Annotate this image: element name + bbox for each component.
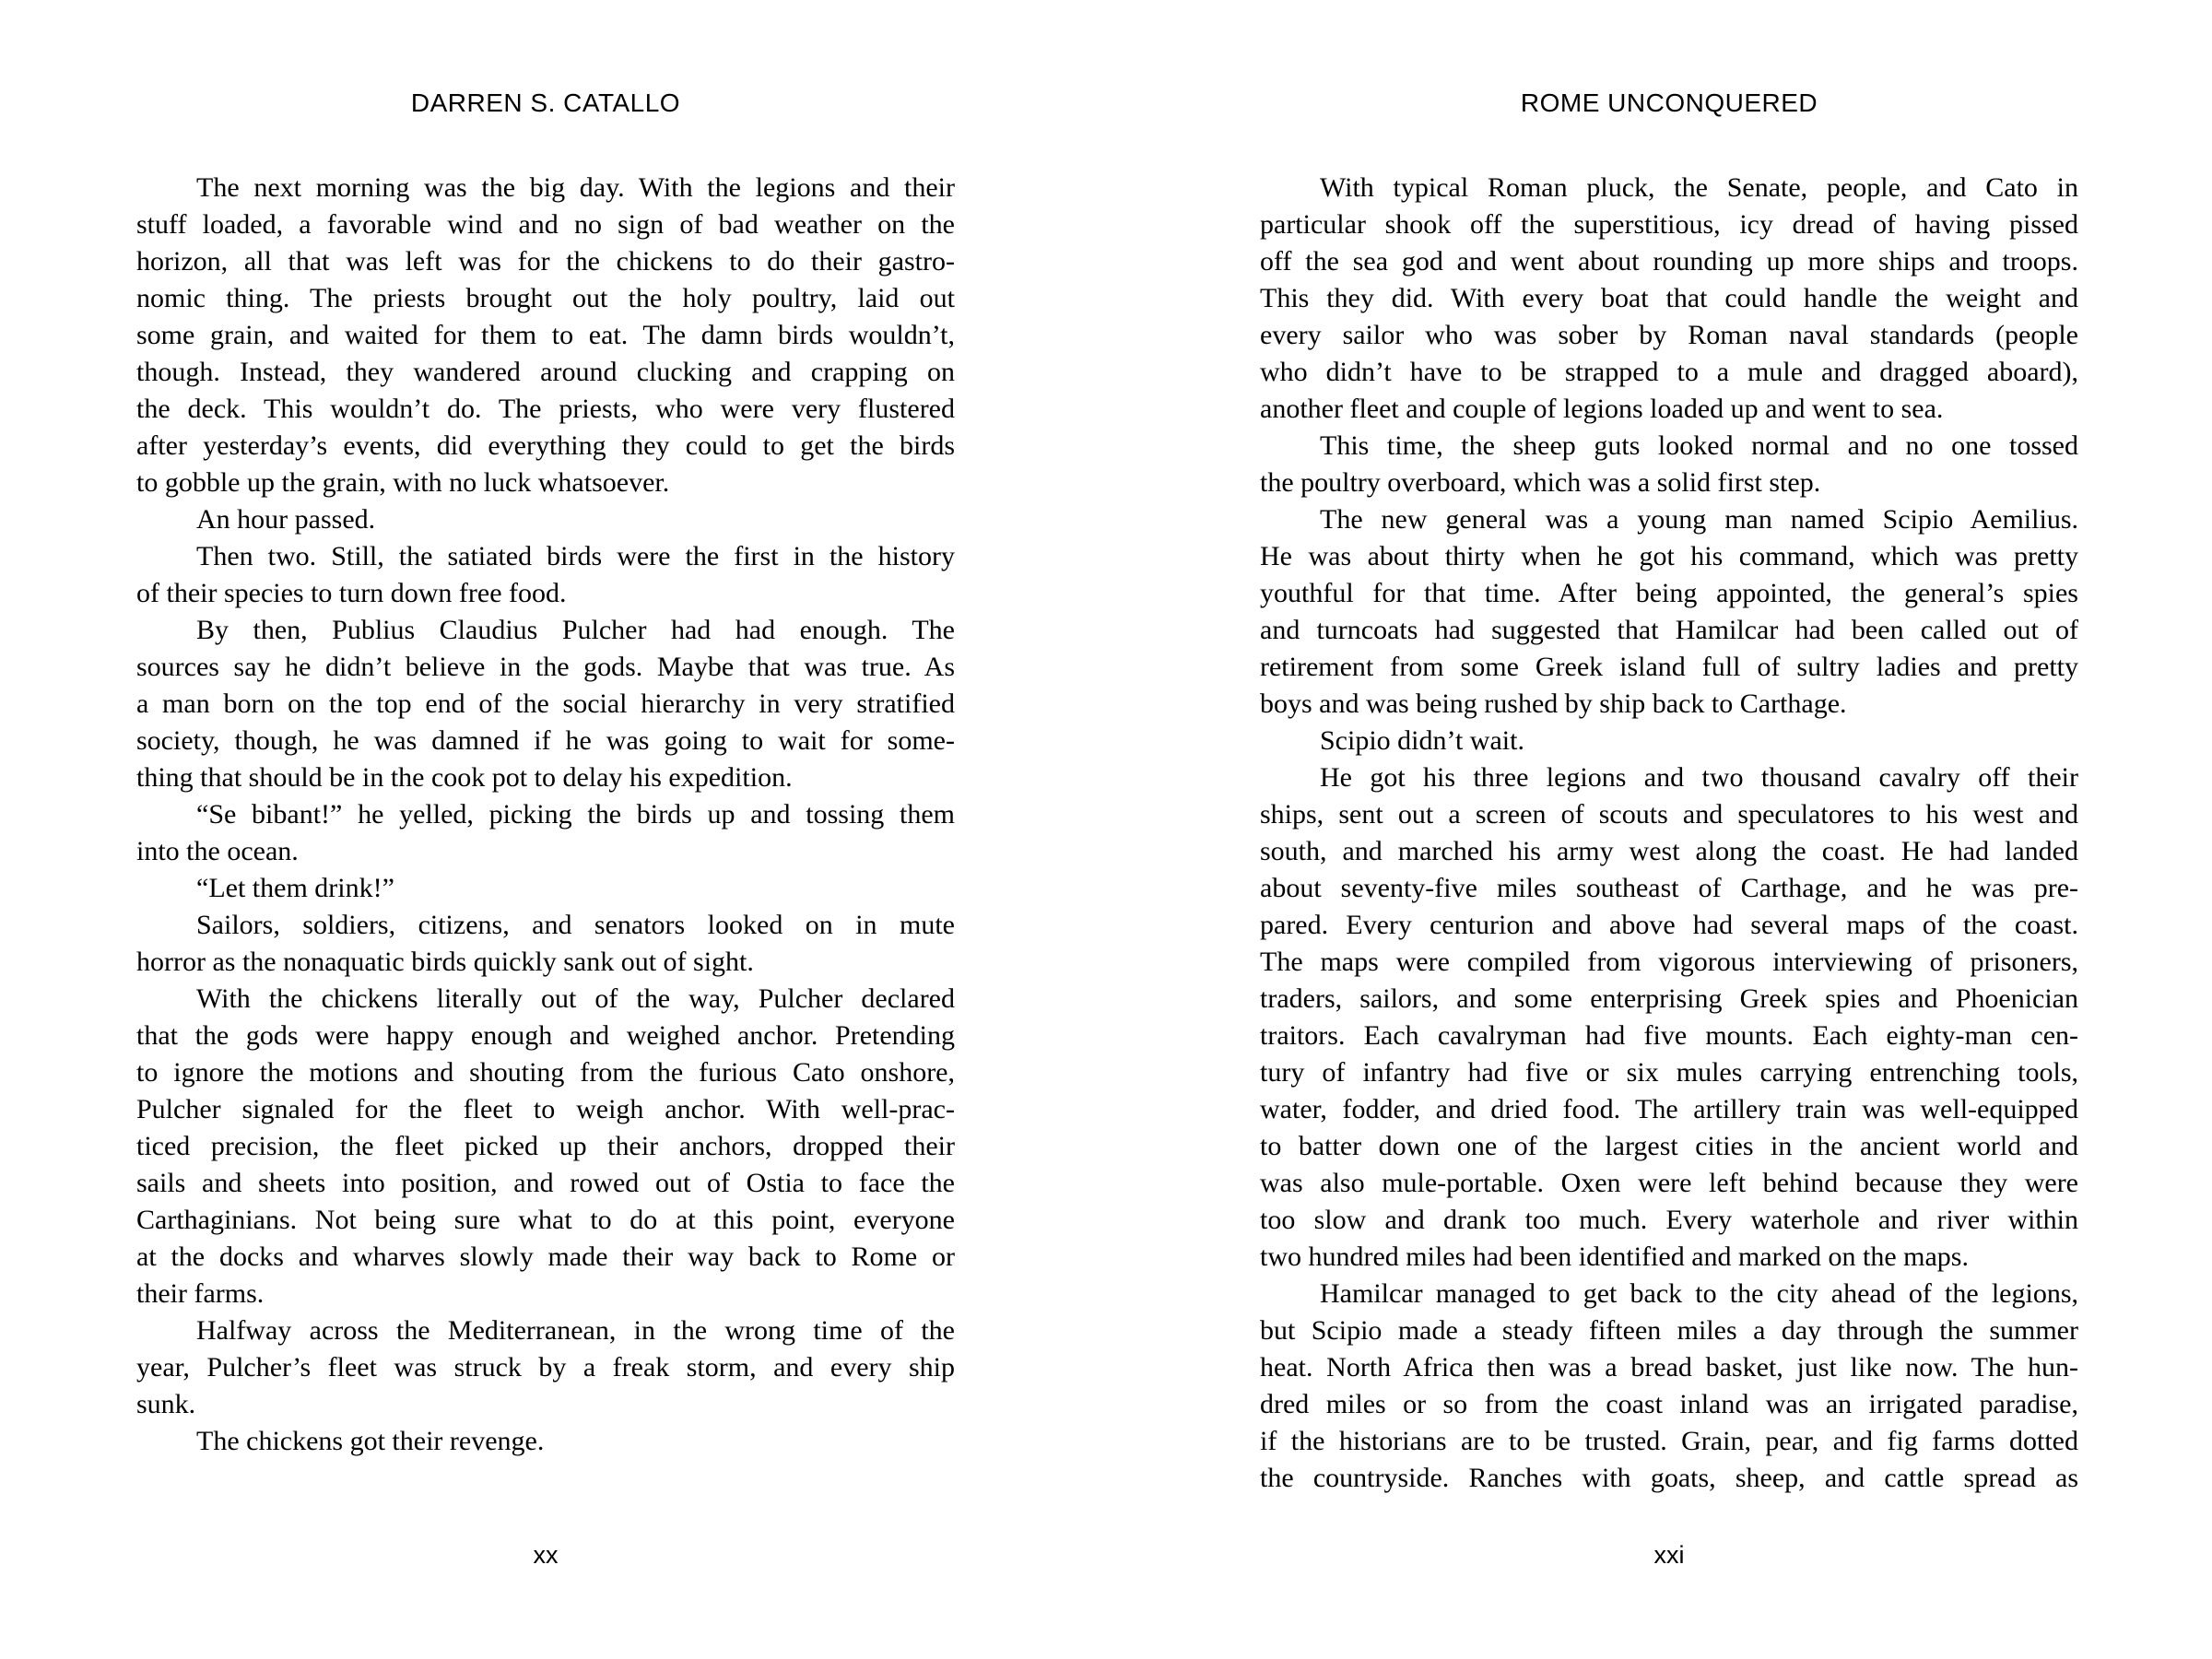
text-line: was also mule-portable. Oxen were left behind because they were xyxy=(1260,1168,2078,1198)
text-line: Halfway across the Mediterranean, in the wrong time of the xyxy=(196,1315,955,1346)
text-line: The new general was a young man named Scipio Aemilius. xyxy=(1320,504,2078,535)
text-line: Sailors, soldiers, citizens, and senators looked on in mute xyxy=(196,910,955,940)
text-line: boys and was being rushed by ship back to Carthage. xyxy=(1260,688,1847,719)
text-line: With typical Roman pluck, the Senate, people, and Cato in xyxy=(1320,172,2078,203)
text-line: Scipio didn’t wait. xyxy=(1320,725,1524,756)
text-line: nomic thing. The priests brought out the holy poultry, laid out xyxy=(136,283,955,313)
text-line: By then, Publius Claudius Pulcher had had enough. The xyxy=(196,615,955,645)
text-line: “Let them drink!” xyxy=(196,873,394,903)
left-page-body xyxy=(136,170,955,1460)
text-line: The next morning was the big day. With the legions and their xyxy=(196,172,955,203)
left-page xyxy=(136,0,955,1659)
text-line: Hamilcar managed to get back to the city ahead of the legions, xyxy=(1320,1278,2078,1309)
text-line: horror as the nonaquatic birds quickly sank out of sight. xyxy=(136,947,754,977)
text-line: some grain, and waited for them to eat. The damn birds wouldn’t, xyxy=(136,320,955,350)
right-page-number: xxi xyxy=(1653,1541,1685,1569)
text-line: of their species to turn down free food. xyxy=(136,578,567,608)
text-line: who didn’t have to be strapped to a mule and dragged aboard), xyxy=(1260,357,2078,387)
text-line: ticed precision, the fleet picked up their anchors, dropped their xyxy=(136,1131,955,1161)
text-line: too slow and drank too much. Every waterhole and river within xyxy=(1260,1205,2078,1235)
text-line: retirement from some Greek island full of sultry ladies and pretty xyxy=(1260,652,2078,682)
text-line: The maps were compiled from vigorous interviewing of prisoners, xyxy=(1260,947,2078,977)
text-line: south, and marched his army west along the coast. He had landed xyxy=(1260,836,2078,866)
text-line: traitors. Each cavalryman had five mounts. Each eighty-man cen- xyxy=(1260,1020,2078,1051)
text-line: youthful for that time. After being appointed, the general’s spies xyxy=(1260,578,2078,608)
text-line: society, though, he was damned if he was going to wait for some- xyxy=(136,725,955,756)
text-line: the countryside. Ranches with goats, sheep, and cattle spread as xyxy=(1260,1463,2078,1493)
text-line: thing that should be in the cook pot to delay his expedition. xyxy=(136,762,793,793)
text-line: dred miles or so from the coast inland was an irrigated paradise, xyxy=(1260,1389,2078,1419)
text-line: if the historians are to be trusted. Grain, pear, and fig farms dotted xyxy=(1260,1426,2078,1456)
text-line: at the docks and wharves slowly made their way back to Rome or xyxy=(136,1241,955,1272)
text-line: after yesterday’s events, did everything they could to get the birds xyxy=(136,430,955,461)
text-line: Pulcher signaled for the fleet to weigh anchor. With well-prac- xyxy=(136,1094,955,1124)
text-line: ships, sent out a screen of scouts and speculatores to his west and xyxy=(1260,799,2078,830)
text-line: year, Pulcher’s fleet was struck by a freak storm, and every ship xyxy=(136,1352,955,1382)
text-line: Carthaginians. Not being sure what to do at this point, everyone xyxy=(136,1205,955,1235)
text-line: another fleet and couple of legions loaded up and went to sea. xyxy=(1260,394,1944,424)
text-line: sails and sheets into position, and rowed out of Ostia to face the xyxy=(136,1168,955,1198)
text-line: sunk. xyxy=(136,1389,196,1419)
text-line: With the chickens literally out of the way, Pulcher declared xyxy=(196,983,955,1014)
text-line: “Se bibant!” he yelled, picking the birds up and tossing them xyxy=(196,799,955,830)
text-line: tury of infantry had five or six mules carrying entrenching tools, xyxy=(1260,1057,2078,1088)
text-line: horizon, all that was left was for the chickens to do their gastro- xyxy=(136,246,955,276)
text-line: This time, the sheep guts looked normal and no one tossed xyxy=(1320,430,2078,461)
left-page-number: xx xyxy=(533,1541,559,1569)
text-line: but Scipio made a steady fifteen miles a day through the summer xyxy=(1260,1315,2078,1346)
text-line: to batter down one of the largest cities in the ancient world and xyxy=(1260,1131,2078,1161)
right-page xyxy=(1260,0,2078,1659)
right-page-body xyxy=(1260,170,2078,1497)
text-line: This they did. With every boat that could handle the weight and xyxy=(1260,283,2078,313)
text-line: He was about thirty when he got his command, which was pretty xyxy=(1260,541,2078,571)
text-line: The chickens got their revenge. xyxy=(196,1426,545,1456)
text-line: sources say he didn’t believe in the gods. Maybe that was true. As xyxy=(136,652,955,682)
running-header-book-title: ROME UNCONQUERED xyxy=(1520,88,1818,117)
text-line: heat. North Africa then was a bread basket, just like now. The hun- xyxy=(1260,1352,2078,1382)
text-line: two hundred miles had been identified and marked on the maps. xyxy=(1260,1241,1969,1272)
text-line: traders, sailors, and some enterprising Greek spies and Phoenician xyxy=(1260,983,2078,1014)
text-line: stuff loaded, a favorable wind and no sign of bad weather on the xyxy=(136,209,955,240)
text-line: their farms. xyxy=(136,1278,265,1309)
text-line: to ignore the motions and shouting from the furious Cato onshore, xyxy=(136,1057,955,1088)
text-line: water, fodder, and dried food. The artillery train was well-equipped xyxy=(1260,1094,2078,1124)
text-line: though. Instead, they wandered around clucking and crapping on xyxy=(136,357,955,387)
text-line: that the gods were happy enough and weighed anchor. Pretending xyxy=(136,1020,955,1051)
running-header-author: DARREN S. CATALLO xyxy=(410,88,681,117)
text-line: the deck. This wouldn’t do. The priests, who were very flustered xyxy=(136,394,955,424)
text-line: He got his three legions and two thousand cavalry off their xyxy=(1320,762,2078,793)
text-line: Then two. Still, the satiated birds were the first in the history xyxy=(196,541,955,571)
text-line: An hour passed. xyxy=(196,504,376,535)
text-line: pared. Every centurion and above had several maps of the coast. xyxy=(1260,910,2078,940)
text-line: off the sea god and went about rounding up more ships and troops. xyxy=(1260,246,2078,276)
text-line: to gobble up the grain, with no luck whatsoever. xyxy=(136,467,670,498)
text-line: a man born on the top end of the social hierarchy in very stratified xyxy=(136,688,955,719)
text-line: and turncoats had suggested that Hamilcar had been called out of xyxy=(1260,615,2078,645)
text-line: every sailor who was sober by Roman naval standards (people xyxy=(1260,320,2078,350)
text-line: about seventy-five miles southeast of Carthage, and he was pre- xyxy=(1260,873,2078,903)
text-line: particular shook off the superstitious, icy dread of having pissed xyxy=(1260,209,2078,240)
text-line: the poultry overboard, which was a solid first step. xyxy=(1260,467,1821,498)
text-line: into the ocean. xyxy=(136,836,299,866)
